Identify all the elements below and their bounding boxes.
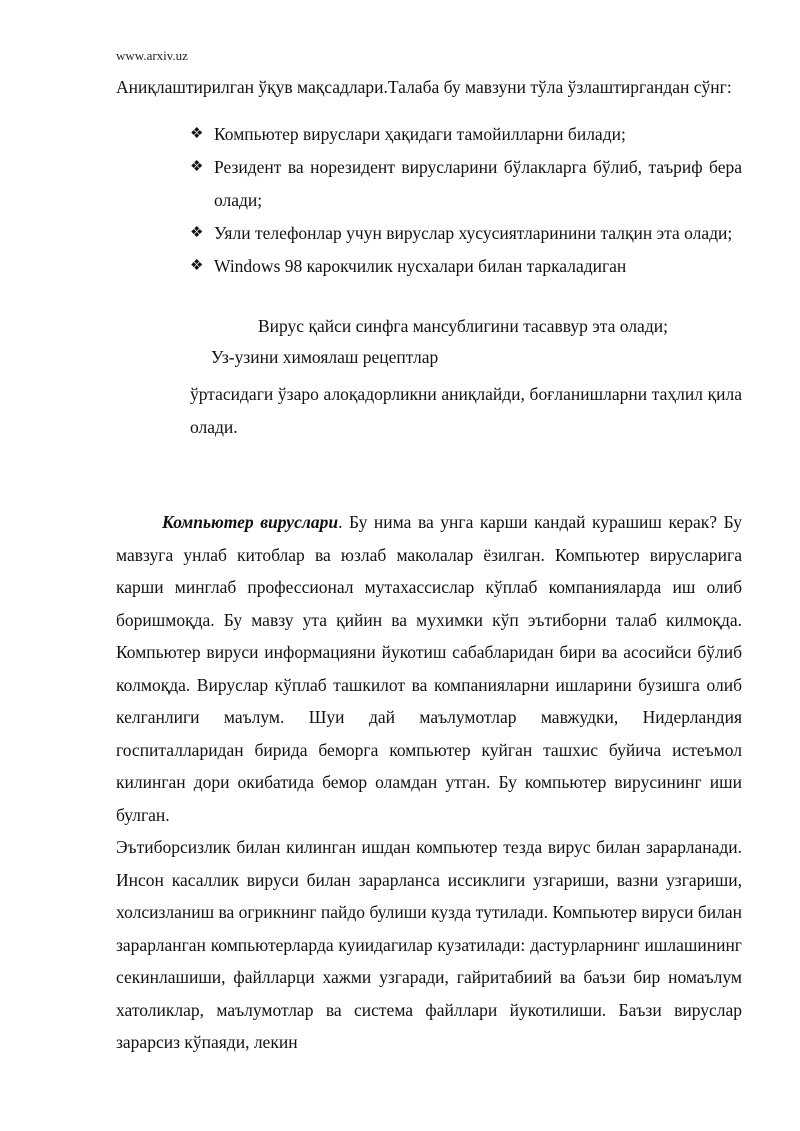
site-url: www.arxiv.uz: [116, 48, 188, 63]
main-text: [116, 506, 742, 1059]
diamond-dots-icon: ❖: [190, 258, 204, 274]
diamond-dots-icon: ❖: [190, 225, 204, 241]
list-item-text: Резидент ва норезидент вирусларини бўлакларга бўлиб, таъриф бера олади;: [214, 157, 742, 210]
objective-line-self-defense: Уз-узини химоялаш рецептлар: [211, 347, 439, 367]
list-item: [190, 151, 742, 217]
objective-line-relations: ўртасидаги ўзаро алоқадорликни аниқлайди, боғланишларни таҳлил қила олади.: [190, 384, 742, 437]
list-item: [190, 250, 742, 283]
list-item-text: Компьютер вируслари ҳақидаги тамойилларни билади;: [214, 124, 626, 144]
objectives-list: [190, 118, 742, 283]
objective-line-class: Вирус қайси синфга мансублигини тасаввур эта олади;: [258, 316, 668, 336]
diamond-dots-icon: ❖: [190, 126, 204, 142]
list-item-text: Уяли телефонлар учун вируслар хусусиятларинини талқин эта олади;: [214, 223, 733, 243]
list-item: [190, 217, 742, 250]
list-item-text: Windows 98 карокчилик нусхалари билан таркаладиган: [214, 256, 627, 276]
learning-objectives-intro: Аниқлаштирилган ўқув мақсадлари.Талаба бу мавзуни тўла ўзлаштиргандан сўнг:: [116, 77, 732, 97]
paragraph: Эътиборсизлик билан килинган ишдан компьютер тезда вирус билан зарарланади. Инсон касаллик вируси билан зарарланса иссиклиги узгариши, вазни узгариши, холсизланиш ва огрикнинг пайдо булиши кузда тутилади. Компьютер вируси билан зарарланган компьютерларда куиидагилар кузатилади: дастурларнинг ишлашининг секинлашиши, файлларци хажми узгаради, гайритабиий ва баъзи бир номаълум хатоликлар, маълумотлар ва система файллари йукотилиши. Баъзи вируслар зарарсиз кўпаяди, лекин: [116, 837, 742, 1052]
paragraph: [116, 506, 742, 831]
section-term: Компьютер вируслари: [162, 512, 339, 532]
paragraph-text: . Бу нима ва унга карши кандай курашиш керак? Бу мавзуга унлаб китоблар ва юзлаб маколалар ёзилган. Компьютер вирусларига карши минглаб профессионал мутахассислар кўплаб компанияларда иш олиб боришмоқда. Бу мавзу ута қийин ва мухимки кўп эътиборни талаб килмоқда. Компьютер вируси информацияни йукотиш сабабларидан бири ва асосийси бўлиб колмоқда. Вируслар кўплаб ташкилот ва компанияларни ишларини бузишга олиб келганлиги маълум. Шуи дай маълумотлар мавжудки, Нидерландия госпиталларидан бирида беморга компьютер куйган ташхис буйича истеъмол килинган дори окибатида бемор оламдан утган. Бу компьютер вирусининг иши булган.: [116, 512, 742, 825]
diamond-dots-icon: ❖: [190, 159, 204, 175]
list-item: [190, 118, 742, 151]
